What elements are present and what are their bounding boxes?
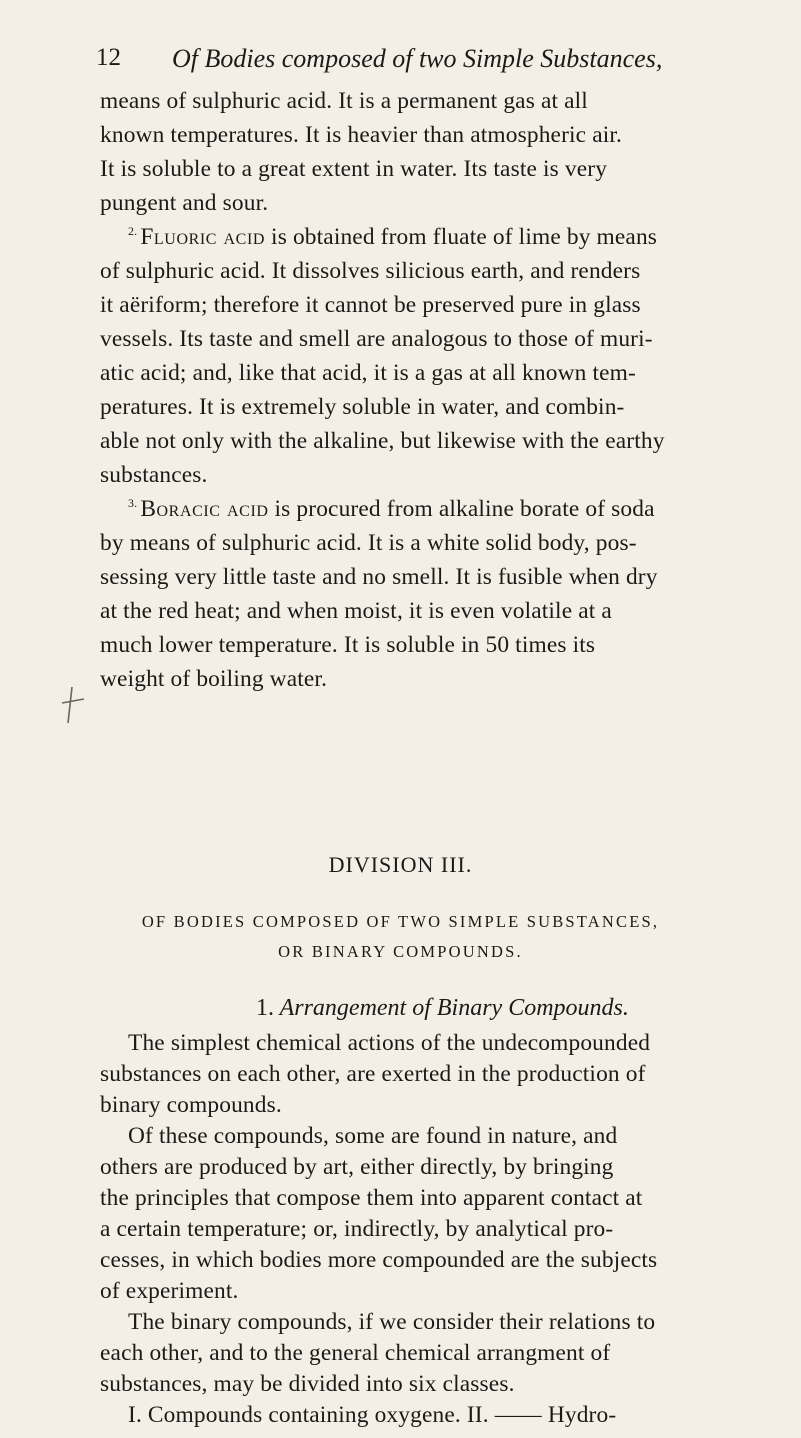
body-line: substances on each other, are exerted in the production of — [100, 1061, 646, 1087]
body-line: The simplest chemical actions of the undecompounded — [128, 1030, 651, 1056]
para2-line: it aëriform; therefore it cannot be preserved pure in glass — [100, 292, 641, 318]
body-line: substances, may be divided into six classes. — [100, 1371, 515, 1397]
fluoric-acid-line: $^{2.}$ Fluoric acid is obtained from fluate of lime by means — [128, 224, 658, 250]
page-header — [96, 44, 776, 84]
section-heading — [256, 995, 629, 1022]
item-number: 3. — [128, 496, 138, 511]
body-line: I. Compounds containing oxygene. II. —— Hydro- — [128, 1402, 617, 1428]
page-number: 12 — [96, 44, 121, 71]
running-title: Of Bodies composed of two Simple Substances, — [172, 44, 663, 73]
para1-line: means of sulphuric acid. It is a permanent gas at all — [100, 88, 588, 114]
body-line: the principles that compose them into apparent contact at — [100, 1185, 643, 1211]
para1-line: It is soluble to a great extent in water. Its taste is very — [100, 156, 608, 182]
body-line: The binary compounds, if we consider their relations to — [128, 1309, 656, 1335]
para3-line: by means of sulphuric acid. It is a white solid body, pos- — [100, 530, 637, 556]
section-title: Arrangement of Binary Compounds. — [279, 995, 629, 1021]
para2-line: peratures. It is extremely soluble in water, and combin- — [100, 394, 625, 420]
para2-line: substances. — [100, 462, 208, 488]
division-subtitle-line2: OR BINARY COMPOUNDS. — [278, 942, 523, 961]
para3-line: sessing very little taste and no smell. It is fusible when dry — [100, 564, 658, 590]
para1-line: known temperatures. It is heavier than atmospheric air. — [100, 122, 623, 148]
division-heading: DIVISION III. — [328, 852, 473, 877]
para2-line: of sulphuric acid. It dissolves silicious earth, and renders — [100, 258, 641, 284]
body-line: others are produced by art, either directly, by bringing — [100, 1154, 614, 1180]
para2-line: vessels. Its taste and smell are analogous to those of muri- — [100, 326, 653, 352]
item-number: 2. — [128, 224, 138, 239]
body-line: Of these compounds, some are found in nature, and — [128, 1123, 618, 1149]
para1-line: pungent and sour. — [100, 190, 269, 216]
para2-line: atic acid; and, like that acid, it is a gas at all known tem- — [100, 360, 636, 386]
body-line: each other, and to the general chemical arrangment of — [100, 1340, 611, 1366]
para3-line: much lower temperature. It is soluble in 50 times its — [100, 632, 596, 658]
body-line: cesses, in which bodies more compounded are the subjects — [100, 1247, 658, 1273]
term-boracic-acid: Boracic acid — [140, 496, 269, 522]
para3-line: at the red heat; and when moist, it is even volatile at a — [100, 598, 612, 624]
para3-line: weight of boiling water. — [100, 666, 328, 692]
body-line: a certain temperature; or, indirectly, by analytical pro- — [100, 1216, 614, 1242]
body-line: binary compounds. — [100, 1092, 282, 1118]
body-line: of experiment. — [100, 1278, 239, 1304]
section-number: 1. — [256, 995, 274, 1021]
boracic-acid-line: $^{3.}$ Boracic acid is procured from alkaline borate of soda — [128, 496, 655, 522]
margin-pencil-mark — [58, 683, 92, 727]
para2-line: able not only with the alkaline, but likewise with the earthy — [100, 428, 665, 454]
division-subtitle-line1: OF BODIES COMPOSED OF TWO SIMPLE SUBSTANCES, — [141, 912, 660, 931]
term-fluoric-acid: Fluoric acid — [140, 224, 266, 250]
